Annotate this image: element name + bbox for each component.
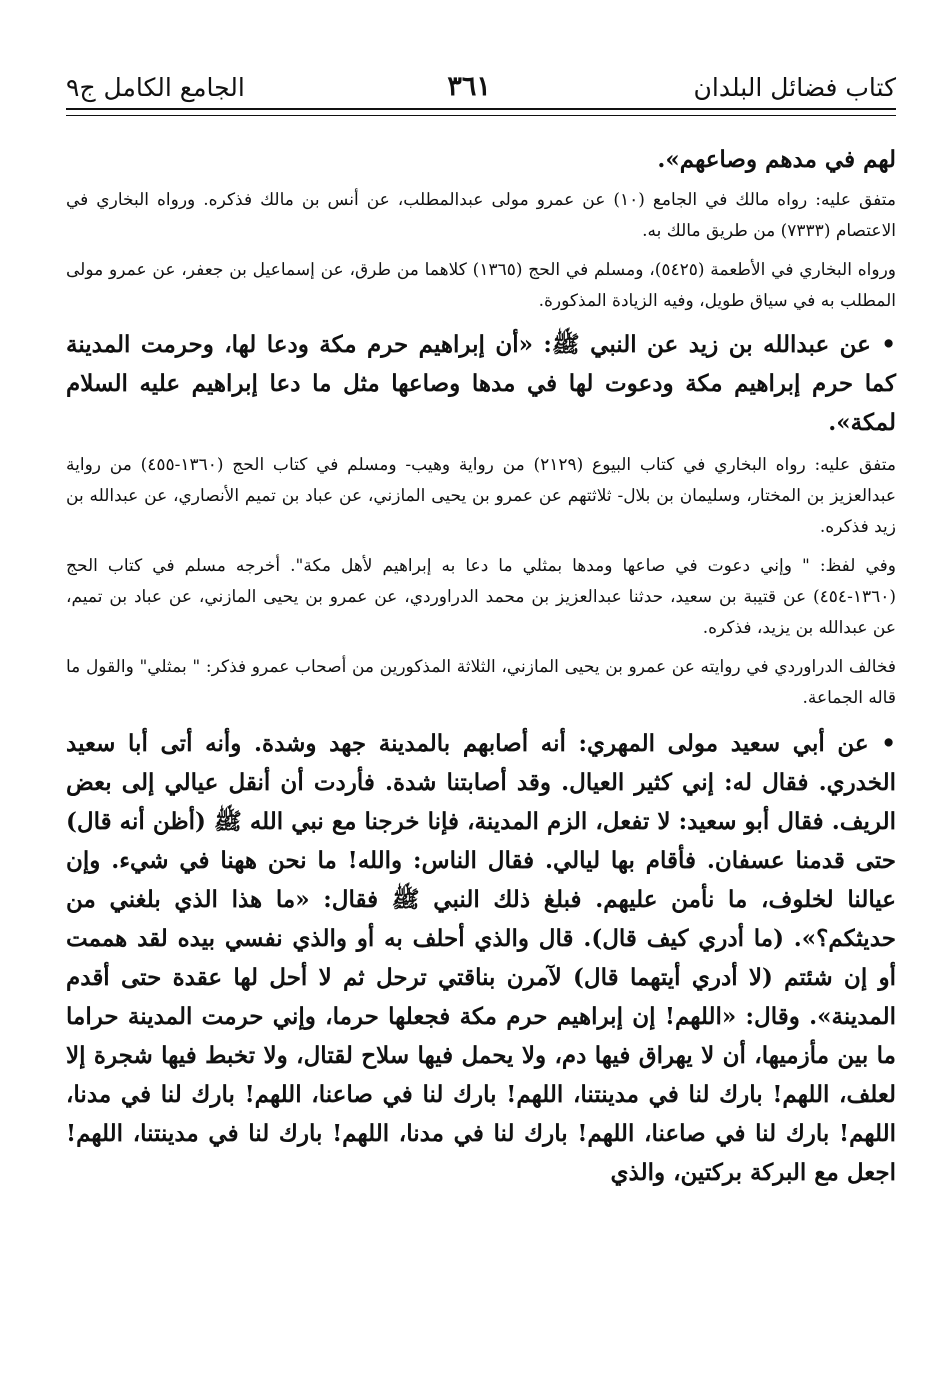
page-body bbox=[66, 140, 896, 1192]
takhrij-note: ورواه البخاري في الأطعمة (٥٤٢٥)، ومسلم في الحج (١٣٦٥) كلاهما من طرق، عن إسماعيل بن جعفر، عن عمرو مولى المطلب به في سياق طويل، وفيه الزيادة المذكورة. bbox=[66, 260, 896, 311]
takhrij-note: متفق عليه: رواه مالك في الجامع (١٠) عن عمرو مولى عبدالمطلب، عن أنس بن مالك فذكره. ورواه البخاري في الاعتصام (٧٣٣٣) من طريق مالك به. bbox=[66, 190, 896, 241]
takhrij-note: متفق عليه: رواه البخاري في كتاب البيوع (٢١٢٩) من رواية وهيب- ومسلم في كتاب الحج (١٣٦٠-٤٥٥) من رواية عبدالعزيز بن المختار، وسليمان بن بلال- ثلاثتهم عن عمرو بن يحيى المازني، عن عباد بن تميم الأنصاري، عن عبدالله بن زيد فذكره. bbox=[66, 455, 896, 537]
hadith-text: • عن أبي سعيد مولى المهري: أنه أصابهم بالمدينة جهد وشدة. وأنه أتى أبا سعيد الخدري. فقال له: إني كثير العيال. وقد أصابتنا شدة. فأردت أن أنقل عيالي إلى بعض الريف. فقال أبو سعيد: لا تفعل، الزم المدينة، فإنا خرجنا مع نبي الله ﷺ (أظن أنه قال) حتى قدمنا عسفان. فأقام بها ليالي. فقال الناس: والله! ما نحن ههنا في شيء. وإن عيالنا لخلوف، ما نأمن عليهم. فبلغ ذلك النبي ﷺ فقال: «ما هذا الذي بلغني من حديثكم؟». (ما أدري كيف قال). قال والذي أحلف به أو والذي نفسي بيده لقد هممت أو إن شئتم (لا أدري أيتهما قال) لآمرن بناقتي ترحل ثم لا أحل لها عقدة حتى أقدم المدينة». وقال: «اللهم! إن إبراهيم حرم مكة فجعلها حرما، وإني حرمت المدينة حراما ما بين مأزميها، أن لا يهراق فيها دم، ولا يحمل فيها سلاح لقتال، ولا تخبط فيها شجرة إلا لعلف، اللهم! بارك لنا في مدينتنا، اللهم! بارك لنا في صاعنا، اللهم! بارك لنا في مدنا، اللهم! بارك لنا في صاعنا، اللهم! بارك لنا في مدنا، اللهم! بارك لنا في مدينتنا، اللهم! اجعل مع البركة بركتين، والذي bbox=[66, 730, 896, 1186]
running-header bbox=[66, 66, 896, 102]
header-rule-thick bbox=[66, 108, 896, 110]
book-title: كتاب فضائل البلدان bbox=[693, 73, 896, 102]
hadith-continuation: لهم في مدهم وصاعهم». bbox=[657, 146, 896, 173]
volume-label: الجامع الكامل ج٩ bbox=[66, 73, 245, 102]
takhrij-note: فخالف الدراوردي في روايته عن عمرو بن يحيى المازني، الثلاثة المذكورين من أصحاب عمرو فذكر: " بمثلي" والقول ما قاله الجماعة. bbox=[66, 657, 896, 708]
header-rule-thin bbox=[66, 115, 896, 116]
page-number: ٣٦١ bbox=[447, 71, 491, 102]
hadith-text: • عن عبدالله بن زيد عن النبي ﷺ: «أن إبراهيم حرم مكة ودعا لها، وحرمت المدينة كما حرم إبراهيم مكة ودعوت لها في مدها وصاعها مثل ما دعا إبراهيم عليه السلام لمكة». bbox=[66, 331, 896, 436]
takhrij-note: وفي لفظ: " وإني دعوت في صاعها ومدها بمثلي ما دعا به إبراهيم لأهل مكة". أخرجه مسلم في كتاب الحج (١٣٦٠-٤٥٤) عن قتيبة بن سعيد، حدثنا عبدالعزيز بن محمد الدراوردي، عن عمرو بن يحيى المازني، عن عباد بن تميم، عن عبدالله بن يزيد، فذكره. bbox=[66, 556, 896, 638]
